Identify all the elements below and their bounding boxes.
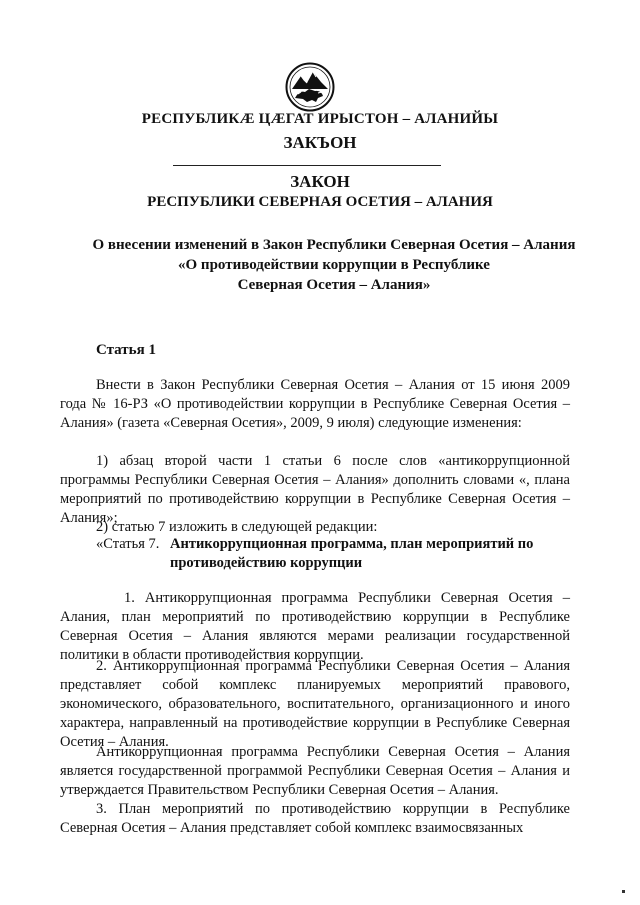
- point-1: 1. Антикоррупционная программа Республики Северная Осетия – Алания, план мероприятий по противодействию коррупции в Республике Северная Осетия – Алания являются мерами реализации государственной политики в области противодействия коррупции.: [60, 590, 570, 663]
- scan-speck: [622, 890, 625, 893]
- amendment-item-2: 2) статью 7 изложить в следующей редакции:: [96, 519, 378, 535]
- header-divider: [173, 165, 441, 166]
- point-2: 2. Антикоррупционная программа Республики Северная Осетия – Алания представляет собой комплекс планируемых мероприятий правового, экономического, образовательного, воспитательного, организационного и иного характера, направленный на противодействие коррупции в Республике Северная Осетия – Алания.: [60, 658, 570, 750]
- republic-title-ossetian: РЕСПУБЛИКÆ ЦÆГАТ ИРЫСТОН – АЛАНИЙЫ: [141, 111, 499, 127]
- point-2-continued: Антикоррупционная программа Республики Северная Осетия – Алания является государственной программой Республики Северная Осетия – Алания и утверждается Правительством Республики Северная Осетия – Алания.: [60, 744, 570, 798]
- article-intro: Внести в Закон Республики Северная Осетия – Алания от 15 июня 2009 года № 16-РЗ «О противодействии коррупции в Республике Северная Осетия – Алания» (газета «Северная Осетия», 2009, 9 июля) следующие изменения:: [60, 377, 570, 431]
- point-3: 3. План мероприятий по противодействию коррупции в Республике Северная Осетия – Алания представляет собой комплекс взаимосвязанных: [60, 801, 570, 836]
- law-title-russian: ЗАКОН: [290, 172, 350, 191]
- quoted-article-label: «Статья 7.: [96, 536, 160, 552]
- amendment-item-1: 1) абзац второй части 1 статьи 6 после слов «антикоррупционной программы Республики Северная Осетия – Алания» дополнить словами «, плана мероприятий по противодействию коррупции в Республике Северная Осетия – Алания»;: [60, 453, 570, 526]
- republic-title-russian: РЕСПУБЛИКИ СЕВЕРНАЯ ОСЕТИЯ – АЛАНИЯ: [147, 194, 493, 210]
- quoted-article-heading: [96, 535, 570, 573]
- subject-line-3: Северная Осетия – Алания»: [237, 277, 431, 293]
- subject-line-1: О внесении изменений в Закон Республики Северная Осетия – Алания: [92, 237, 576, 253]
- quoted-article-title-2: противодействию коррупции: [170, 555, 363, 571]
- subject-line-2: «О противодействии коррупции в Республике: [178, 257, 490, 273]
- law-title-ossetian: ЗАКЪОН: [283, 133, 357, 152]
- article-heading: Статья 1: [96, 342, 156, 358]
- quoted-article-title-1: Антикоррупционная программа, план мероприятий по: [170, 536, 534, 552]
- coat-of-arms-emblem-icon: [285, 62, 335, 112]
